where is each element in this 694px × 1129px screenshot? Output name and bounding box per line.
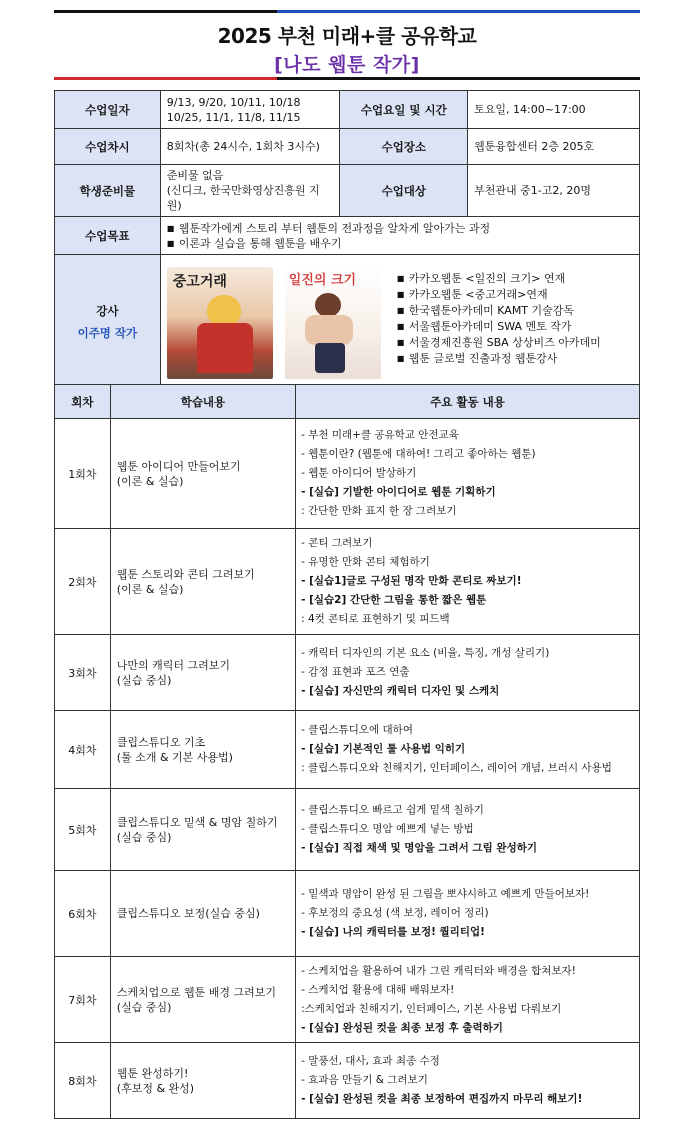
session-topic	[110, 789, 295, 871]
sessions-label: 수업차시	[55, 129, 161, 165]
career-item: ■ 서울웹툰아카데미 SWA 멘토 작가	[397, 319, 633, 335]
webtoon-cover-title: 일진의 크기	[288, 272, 357, 288]
session-activities	[296, 635, 640, 711]
title-box	[54, 10, 640, 80]
goal-value	[160, 217, 639, 255]
table-row	[55, 529, 640, 635]
date-label: 수업일자	[55, 91, 161, 129]
activity-practice-item: - [실습] 기발한 아이디어로 웹툰 기획하기	[301, 486, 496, 498]
session-number: 7회차	[55, 957, 111, 1043]
session-number: 8회차	[55, 1043, 111, 1119]
table-row	[55, 789, 640, 871]
goal-item: ■ 이론과 실습을 통해 웹툰을 배우기	[167, 236, 633, 251]
activity-item: - 콘티 그려보기	[301, 537, 373, 549]
teacher-cell	[55, 255, 161, 389]
activity-practice-item: - [실습] 자신만의 캐릭터 디자인 및 스케치	[301, 685, 500, 697]
activity-item: : 클립스튜디오와 친해지기, 인터페이스, 레이어 개념, 브러시 사용법	[301, 762, 612, 774]
page-subtitle: [나도 웹툰 작가]	[274, 54, 420, 76]
activity-item: - 클립스튜디오 빠르고 쉽게 밑색 칠하기	[301, 804, 484, 816]
date-value	[160, 91, 340, 129]
session-topic	[110, 871, 295, 957]
session-topic	[110, 529, 295, 635]
activity-practice-item: - [실습] 직접 채색 및 명암을 그려서 그림 완성하기	[301, 842, 537, 854]
place-label: 수업장소	[340, 129, 468, 165]
teacher-detail	[160, 255, 639, 389]
session-activities	[296, 789, 640, 871]
activity-practice-item: - [실습] 나의 캐릭터를 보정! 퀄리티업!	[301, 926, 485, 938]
daytime-label: 수업요일 및 시간	[340, 91, 468, 129]
topic-line: 클립스튜디오 기초	[116, 735, 206, 749]
page-title: 2025 부천 미래+클 공유학교	[217, 24, 477, 48]
table-row	[55, 1043, 640, 1119]
sessions-value: 8회차(총 24시수, 1회차 3시수)	[160, 129, 340, 165]
topic-line: 웹툰 아이디어 만들어보기	[116, 459, 241, 473]
topic-line: 웹툰 완성하기!	[116, 1066, 189, 1080]
date-line: 10/25, 11/1, 11/8, 11/15	[166, 110, 301, 124]
session-number: 5회차	[55, 789, 111, 871]
session-activities	[296, 1043, 640, 1119]
activity-item: - 클립스튜디오에 대하여	[301, 724, 413, 736]
activity-item: - 유명한 만화 콘티 체험하기	[301, 556, 430, 568]
teacher-career-list	[397, 271, 633, 367]
topic-line: (실습 중심)	[116, 1000, 172, 1014]
table-row	[55, 957, 640, 1043]
activity-item: - 부천 미래+클 공유학교 안전교육	[301, 429, 459, 441]
career-item: ■ 카카오웹툰 <일진의 크기> 연재	[397, 271, 633, 287]
session-activities	[296, 529, 640, 635]
target-value: 부천관내 중1-고2, 20명	[468, 165, 640, 217]
webtoon-cover-image	[285, 267, 381, 379]
topic-line: (실습 중심)	[116, 673, 172, 687]
table-row	[55, 635, 640, 711]
career-item: ■ 카카오웹툰 <중고거래>연재	[397, 287, 633, 303]
activity-practice-item: - [실습] 완성된 컷을 최종 보정 후 출력하기	[301, 1021, 503, 1034]
session-number: 1회차	[55, 419, 111, 529]
header-session: 회차	[55, 385, 111, 419]
career-item: ■ 서울경제진흥원 SBA 상상비즈 아카데미	[397, 335, 633, 351]
activity-item: - 웹툰이란? (웹툰에 대하여! 그리고 좋아하는 웹툰)	[301, 448, 536, 460]
session-topic	[110, 711, 295, 789]
session-number: 4회차	[55, 711, 111, 789]
activity-item: : 간단한 만화 표지 한 장 그려보기	[301, 505, 457, 517]
topic-line: 클립스튜디오 밑색 & 명암 칠하기	[116, 815, 278, 829]
activity-item: - 감정 표현과 포즈 연출	[301, 666, 410, 678]
schedule-body	[55, 419, 640, 1119]
session-topic	[110, 419, 295, 529]
activity-item: - 말풍선, 대사, 효과 최종 수정	[301, 1055, 440, 1067]
goal-label: 수업목표	[55, 217, 161, 255]
session-activities	[296, 957, 640, 1043]
prep-line: 준비물 없음	[166, 169, 224, 182]
header-activities: 주요 활동 내용	[296, 385, 640, 419]
activity-item: : 4컷 콘티로 표현하기 및 피드백	[301, 613, 450, 625]
activity-practice-item: - [실습] 기본적인 툴 사용법 익히기	[301, 743, 466, 755]
session-activities	[296, 419, 640, 529]
career-item: ■ 한국웹툰아카데미 KAMT 기술감독	[397, 303, 633, 319]
activity-item: - 스케치업 활용에 대해 배워보자!	[301, 983, 455, 996]
activity-practice-item: - [실습1]글로 구성된 명작 만화 콘티로 짜보기!	[301, 575, 522, 587]
activity-item: :스케치업과 친해지기, 인터페이스, 기본 사용법 다뤄보기	[301, 1002, 562, 1015]
session-number: 3회차	[55, 635, 111, 711]
activity-item: - 웹툰 아이디어 발상하기	[301, 467, 417, 479]
activity-item: - 효과음 만들기 & 그려보기	[301, 1074, 428, 1086]
prep-line: (신디크, 한국만화영상진흥원 지원)	[166, 184, 320, 212]
topic-line: 클립스튜디오 보정(실습 중심)	[116, 907, 260, 920]
schedule-table	[54, 384, 640, 1119]
webtoon-cover-title: 중고거래	[172, 273, 227, 290]
career-item-cont: ■ 웹툰 글로벌 진출과정 웹툰강사	[397, 351, 633, 367]
goal-list	[167, 221, 633, 251]
header-topic: 학습내용	[110, 385, 295, 419]
activity-item: - 밑색과 명암이 완성 된 그림을 뽀샤시하고 예쁘게 만들어보자!	[301, 888, 590, 900]
activity-item: - 캐릭터 디자인의 기본 요소 (비율, 특징, 개성 살리기)	[301, 647, 550, 659]
session-topic	[110, 1043, 295, 1119]
topic-line: (툴 소개 & 기본 사용법)	[116, 750, 233, 764]
session-topic	[110, 635, 295, 711]
topic-line: (이론 & 실습)	[116, 582, 184, 596]
activity-practice-item: - [실습2] 간단한 그림을 통한 짧은 웹툰	[301, 594, 487, 606]
title-top-rule	[54, 10, 640, 13]
teacher-name: 이주명 작가	[77, 325, 138, 340]
session-number: 6회차	[55, 871, 111, 957]
webtoon-cover-image	[167, 267, 273, 379]
activity-item: - 후보정의 중요성 (색 보정, 레이어 정리)	[301, 907, 489, 919]
table-row	[55, 711, 640, 789]
table-row	[55, 871, 640, 957]
goal-item: ■ 웹툰작가에게 스토리 부터 웹툰의 전과정을 알차게 알아가는 과정	[167, 221, 633, 236]
session-activities	[296, 871, 640, 957]
target-label: 수업대상	[340, 165, 468, 217]
session-number: 2회차	[55, 529, 111, 635]
session-activities	[296, 711, 640, 789]
topic-line: (이론 & 실습)	[116, 474, 184, 488]
topic-line: (후보정 & 완성)	[116, 1081, 195, 1095]
daytime-value: 토요일, 14:00~17:00	[468, 91, 640, 129]
topic-line: 웹툰 스토리와 콘티 그려보기	[116, 567, 255, 581]
place-value: 웹툰융합센터 2층 205호	[468, 129, 640, 165]
prep-label: 학생준비물	[55, 165, 161, 217]
activity-item: - 클립스튜디오 명암 예쁘게 넣는 방법	[301, 823, 474, 835]
table-row	[55, 419, 640, 529]
activity-practice-item: - [실습] 완성된 컷을 최종 보정하여 편집까지 마무리 해보기!	[301, 1093, 583, 1105]
prep-value	[160, 165, 340, 217]
teacher-label: 강사	[96, 303, 119, 318]
activity-item: - 스케치업을 활용하여 내가 그린 캐릭터와 배경을 합쳐보자!	[301, 964, 576, 977]
title-bottom-rule	[54, 77, 640, 80]
topic-line: 스케치업으로 웹툰 배경 그려보기	[116, 985, 277, 999]
topic-line: 나만의 캐릭터 그려보기	[116, 658, 231, 672]
date-line: 9/13, 9/20, 10/11, 10/18	[166, 95, 301, 109]
topic-line: (실습 중심)	[116, 830, 172, 844]
course-info-table	[54, 90, 640, 389]
session-topic	[110, 957, 295, 1043]
